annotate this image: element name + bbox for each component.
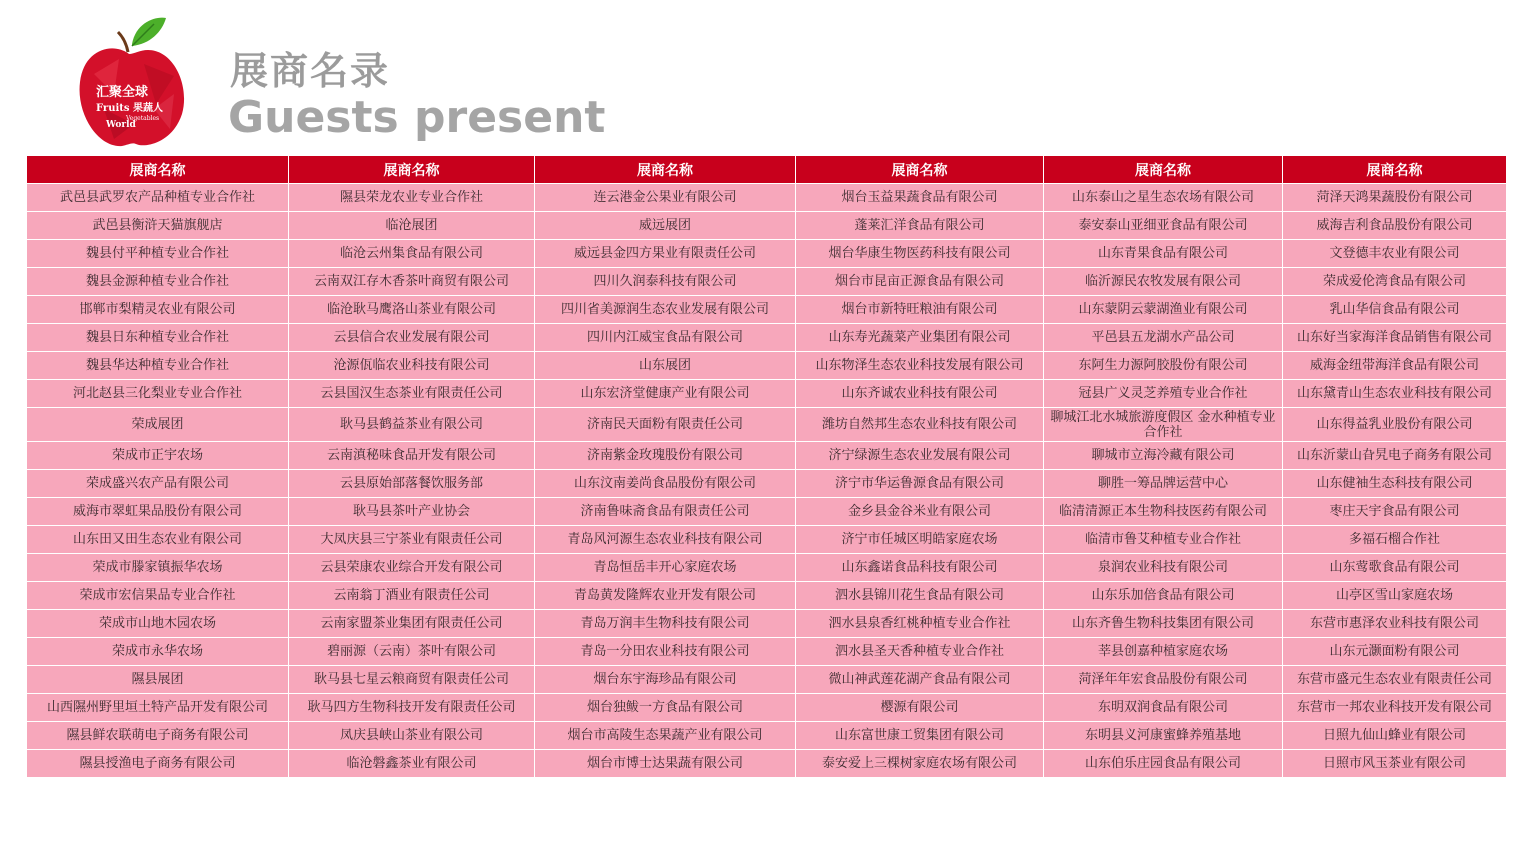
exhibitor-table [26,155,1507,778]
exhibitor-name-cell: 魏县日东种植专业合作社 [27,324,289,352]
exhibitor-name-cell: 隰县荣龙农业专业合作社 [289,184,535,212]
exhibitor-name-cell: 荣成展团 [27,408,289,442]
exhibitor-name-cell: 菏泽年年宏食品股份有限公司 [1044,666,1283,694]
exhibitor-name-cell: 青岛风河源生态农业科技有限公司 [535,526,796,554]
page-header [0,0,1537,150]
exhibitor-name-cell: 威远县金四方果业有限责任公司 [535,240,796,268]
table-row [27,554,1507,582]
table-row [27,324,1507,352]
exhibitor-name-cell: 山东黛青山生态农业科技有限公司 [1283,380,1507,408]
exhibitor-name-cell: 山东健袖生态科技有限公司 [1283,470,1507,498]
exhibitor-name-cell: 微山神武莲花湖产食品有限公司 [796,666,1044,694]
page-title-en: Guests present [228,92,606,143]
exhibitor-name-cell: 烟台玉益果蔬食品有限公司 [796,184,1044,212]
exhibitor-name-cell: 武邑县武罗农产品种植专业合作社 [27,184,289,212]
exhibitor-name-cell: 东营市一邦农业科技开发有限公司 [1283,694,1507,722]
table-row [27,470,1507,498]
exhibitor-name-cell: 威海市翠虹果品股份有限公司 [27,498,289,526]
exhibitor-name-cell: 荣成市滕家镇振华农场 [27,554,289,582]
exhibitor-name-cell: 济宁市华运鲁源食品有限公司 [796,470,1044,498]
exhibitor-name-cell: 山亭区雪山家庭农场 [1283,582,1507,610]
exhibitor-name-cell: 四川省美源润生态农业发展有限公司 [535,296,796,324]
exhibitor-name-cell: 云南双江存木香茶叶商贸有限公司 [289,268,535,296]
exhibitor-name-cell: 山东宏济堂健康产业有限公司 [535,380,796,408]
exhibitor-name-cell: 河北赵县三化梨业专业合作社 [27,380,289,408]
exhibitor-name-cell: 东明县义河康蜜蜂养殖基地 [1044,722,1283,750]
exhibitor-name-cell: 枣庄天宇食品有限公司 [1283,498,1507,526]
exhibitor-name-cell: 山东好当家海洋食品销售有限公司 [1283,324,1507,352]
exhibitor-name-cell: 山东汶南姜尚食品股份有限公司 [535,470,796,498]
exhibitor-name-cell: 山东乐加倍食品有限公司 [1044,582,1283,610]
table-row [27,666,1507,694]
exhibitor-name-cell: 荣成市宏信果品专业合作社 [27,582,289,610]
exhibitor-name-cell: 山西隰州野里垣土特产品开发有限公司 [27,694,289,722]
table-row [27,526,1507,554]
apple-logo-icon [74,14,194,154]
table-row [27,498,1507,526]
exhibitor-name-cell: 烟台东宇海珍品有限公司 [535,666,796,694]
exhibitor-table-header [27,156,1507,184]
exhibitor-name-cell: 平邑县五龙湖水产品公司 [1044,324,1283,352]
exhibitor-name-cell: 济宁市任城区明皓家庭农场 [796,526,1044,554]
exhibitor-name-cell: 荣成盛兴农产品有限公司 [27,470,289,498]
exhibitor-name-cell: 青岛恒岳丰开心家庭农场 [535,554,796,582]
exhibitor-name-cell: 多福石榴合作社 [1283,526,1507,554]
exhibitor-name-cell: 泗水县圣天香种植专业合作社 [796,638,1044,666]
exhibitor-name-cell: 日照市风玉茶业有限公司 [1283,750,1507,778]
exhibitor-name-cell: 金乡县金谷米业有限公司 [796,498,1044,526]
exhibitor-name-cell: 山东齐诚农业科技有限公司 [796,380,1044,408]
exhibitor-name-cell: 烟台独鲅一方食品有限公司 [535,694,796,722]
exhibitor-name-cell: 乳山华信食品有限公司 [1283,296,1507,324]
exhibitor-name-cell: 山东元灏面粉有限公司 [1283,638,1507,666]
exhibitor-name-cell: 沧源佤临农业科技有限公司 [289,352,535,380]
exhibitor-name-cell: 泉润农业科技有限公司 [1044,554,1283,582]
exhibitor-name-cell: 隰县展团 [27,666,289,694]
exhibitor-name-cell: 耿马县七星云粮商贸有限责任公司 [289,666,535,694]
exhibitor-name-cell: 烟台市博士达果蔬有限公司 [535,750,796,778]
exhibitor-name-cell: 济南紫金玫瑰股份有限公司 [535,442,796,470]
exhibitor-name-cell: 莘县创嘉种植家庭农场 [1044,638,1283,666]
exhibitor-name-cell: 耿马县茶叶产业协会 [289,498,535,526]
exhibitor-name-cell: 山东青果食品有限公司 [1044,240,1283,268]
exhibitor-name-cell: 临清市鲁艾种植专业合作社 [1044,526,1283,554]
exhibitor-name-cell: 威远展团 [535,212,796,240]
exhibitor-name-cell: 云南滇秘味食品开发有限公司 [289,442,535,470]
svg-text:Fruits 果蔬人: Fruits 果蔬人 [96,103,163,114]
table-row [27,212,1507,240]
exhibitor-name-cell: 山东鑫诺食品科技有限公司 [796,554,1044,582]
exhibitor-name-cell: 东营市惠泽农业科技有限公司 [1283,610,1507,638]
column-header: 展商名称 [27,156,289,184]
exhibitor-name-cell: 文登德丰农业有限公司 [1283,240,1507,268]
exhibitor-name-cell: 临沂源民农牧发展有限公司 [1044,268,1283,296]
exhibitor-name-cell: 威海吉利食品股份有限公司 [1283,212,1507,240]
table-row [27,582,1507,610]
table-row [27,240,1507,268]
column-header: 展商名称 [535,156,796,184]
exhibitor-name-cell: 云县信合农业发展有限公司 [289,324,535,352]
exhibitor-name-cell: 四川内江威宝食品有限公司 [535,324,796,352]
exhibitor-name-cell: 青岛黄发隆辉农业开发有限公司 [535,582,796,610]
exhibitor-name-cell: 魏县付平种植专业合作社 [27,240,289,268]
column-header: 展商名称 [1283,156,1507,184]
exhibitor-name-cell: 武邑县衡浒天猫旗舰店 [27,212,289,240]
exhibitor-name-cell: 冠县广义灵芝养殖专业合作社 [1044,380,1283,408]
exhibitor-name-cell: 山东莺歌食品有限公司 [1283,554,1507,582]
exhibitor-name-cell: 东营市盛元生态农业有限责任公司 [1283,666,1507,694]
exhibitor-name-cell: 蓬莱汇洋食品有限公司 [796,212,1044,240]
svg-text:汇聚全球: 汇聚全球 [96,85,149,100]
exhibitor-name-cell: 烟台市新特旺粮油有限公司 [796,296,1044,324]
exhibitor-name-cell: 耿马县鹤益茶业有限公司 [289,408,535,442]
stem-shape [118,32,128,52]
exhibitor-name-cell: 隰县授渔电子商务有限公司 [27,750,289,778]
exhibitor-name-cell: 东阿生力源阿胶股份有限公司 [1044,352,1283,380]
exhibitor-name-cell: 荣成爱伦湾食品有限公司 [1283,268,1507,296]
table-row [27,694,1507,722]
exhibitor-name-cell: 泰安爱上三棵树家庭农场有限公司 [796,750,1044,778]
exhibitor-name-cell: 碧丽源（云南）茶叶有限公司 [289,638,535,666]
table-row [27,352,1507,380]
exhibitor-name-cell: 魏县华达种植专业合作社 [27,352,289,380]
exhibitor-name-cell: 潍坊自然邦生态农业科技有限公司 [796,408,1044,442]
table-row [27,184,1507,212]
exhibitor-name-cell: 凤庆县峡山茶业有限公司 [289,722,535,750]
exhibitor-name-cell: 临沧云州集食品有限公司 [289,240,535,268]
exhibitor-name-cell: 临沧耿马鹰洛山茶业有限公司 [289,296,535,324]
exhibitor-name-cell: 菏泽天鸿果蔬股份有限公司 [1283,184,1507,212]
table-row [27,442,1507,470]
exhibitor-name-cell: 云南家盟茶业集团有限责任公司 [289,610,535,638]
column-header: 展商名称 [796,156,1044,184]
exhibitor-name-cell: 山东沂蒙山旮旯电子商务有限公司 [1283,442,1507,470]
exhibitor-table-body [27,184,1507,778]
exhibitor-name-cell: 临沧磐鑫茶业有限公司 [289,750,535,778]
table-row [27,408,1507,442]
exhibitor-name-cell: 泰安泰山亚细亚食品有限公司 [1044,212,1283,240]
exhibitor-name-cell: 青岛一分田农业科技有限公司 [535,638,796,666]
exhibitor-name-cell: 山东寿光蔬菜产业集团有限公司 [796,324,1044,352]
table-row [27,296,1507,324]
exhibitor-name-cell: 隰县鲜农联萌电子商务有限公司 [27,722,289,750]
table-row [27,380,1507,408]
exhibitor-name-cell: 聊城市立海冷藏有限公司 [1044,442,1283,470]
column-header: 展商名称 [1044,156,1283,184]
table-row [27,638,1507,666]
exhibitor-name-cell: 云县原始部落餐饮服务部 [289,470,535,498]
exhibitor-name-cell: 荣成市山地木园农场 [27,610,289,638]
table-row [27,610,1507,638]
exhibitor-name-cell: 东明双润食品有限公司 [1044,694,1283,722]
exhibitor-name-cell: 四川久润泰科技有限公司 [535,268,796,296]
exhibitor-name-cell [1044,408,1283,442]
exhibitor-name-cell: 山东齐鲁生物科技集团有限公司 [1044,610,1283,638]
table-row [27,722,1507,750]
exhibitor-name-cell: 连云港金公果业有限公司 [535,184,796,212]
exhibitor-name-cell: 日照九仙山蜂业有限公司 [1283,722,1507,750]
exhibitor-name-cell: 山东田又田生态农业有限公司 [27,526,289,554]
exhibitor-name-cell: 烟台市昆亩正源食品有限公司 [796,268,1044,296]
exhibitor-name-cell: 魏县金源种植专业合作社 [27,268,289,296]
exhibitor-name-cell: 临沧展团 [289,212,535,240]
exhibitor-name-cell: 临清清源正本生物科技医药有限公司 [1044,498,1283,526]
exhibitor-name-multiline: 聊城江北水城旅游度假区 金水种植专业合作社 [1050,409,1276,440]
exhibitor-name-cell: 山东蒙阴云蒙湖渔业有限公司 [1044,296,1283,324]
exhibitor-name-cell: 山东展团 [535,352,796,380]
table-row [27,268,1507,296]
exhibitor-name-cell: 聊胜一筹品牌运营中心 [1044,470,1283,498]
apple-logo [74,14,194,154]
exhibitor-name-cell: 山东得益乳业股份有限公司 [1283,408,1507,442]
page-title-cn: 展商名录 [230,49,391,93]
exhibitor-name-cell: 济南鲁味斋食品有限责任公司 [535,498,796,526]
exhibitor-name-cell: 云南翁丁酒业有限责任公司 [289,582,535,610]
exhibitor-name-cell: 山东伯乐庄园食品有限公司 [1044,750,1283,778]
exhibitor-name-cell: 烟台华康生物医药科技有限公司 [796,240,1044,268]
exhibitor-name-cell: 威海金纽带海洋食品有限公司 [1283,352,1507,380]
exhibitor-name-cell: 济宁绿源生态农业发展有限公司 [796,442,1044,470]
exhibitor-name-cell: 荣成市正宇农场 [27,442,289,470]
exhibitor-name-cell: 泗水县锦川花生食品有限公司 [796,582,1044,610]
exhibitor-name-cell: 耿马四方生物科技开发有限责任公司 [289,694,535,722]
exhibitor-name-cell: 济南民天面粉有限责任公司 [535,408,796,442]
exhibitor-name-cell: 山东富世康工贸集团有限公司 [796,722,1044,750]
exhibitor-name-cell: 大凤庆县三宁茶业有限责任公司 [289,526,535,554]
exhibitor-name-cell: 荣成市永华农场 [27,638,289,666]
svg-text:Vegetables: Vegetables [126,115,160,122]
exhibitor-name-cell: 山东泰山之星生态农场有限公司 [1044,184,1283,212]
column-header: 展商名称 [289,156,535,184]
exhibitor-name-cell: 邯郸市梨精灵农业有限公司 [27,296,289,324]
exhibitor-name-cell: 山东物泽生态农业科技发展有限公司 [796,352,1044,380]
exhibitor-name-cell: 樱源有限公司 [796,694,1044,722]
exhibitor-name-cell: 云县国汉生态茶业有限责任公司 [289,380,535,408]
exhibitor-name-cell: 青岛万润丰生物科技有限公司 [535,610,796,638]
svg-text:World: World [106,120,136,130]
table-row [27,750,1507,778]
exhibitor-name-cell: 烟台市高陵生态果蔬产业有限公司 [535,722,796,750]
exhibitor-name-cell: 云县荣康农业综合开发有限公司 [289,554,535,582]
exhibitor-name-cell: 泗水县泉香红桃种植专业合作社 [796,610,1044,638]
